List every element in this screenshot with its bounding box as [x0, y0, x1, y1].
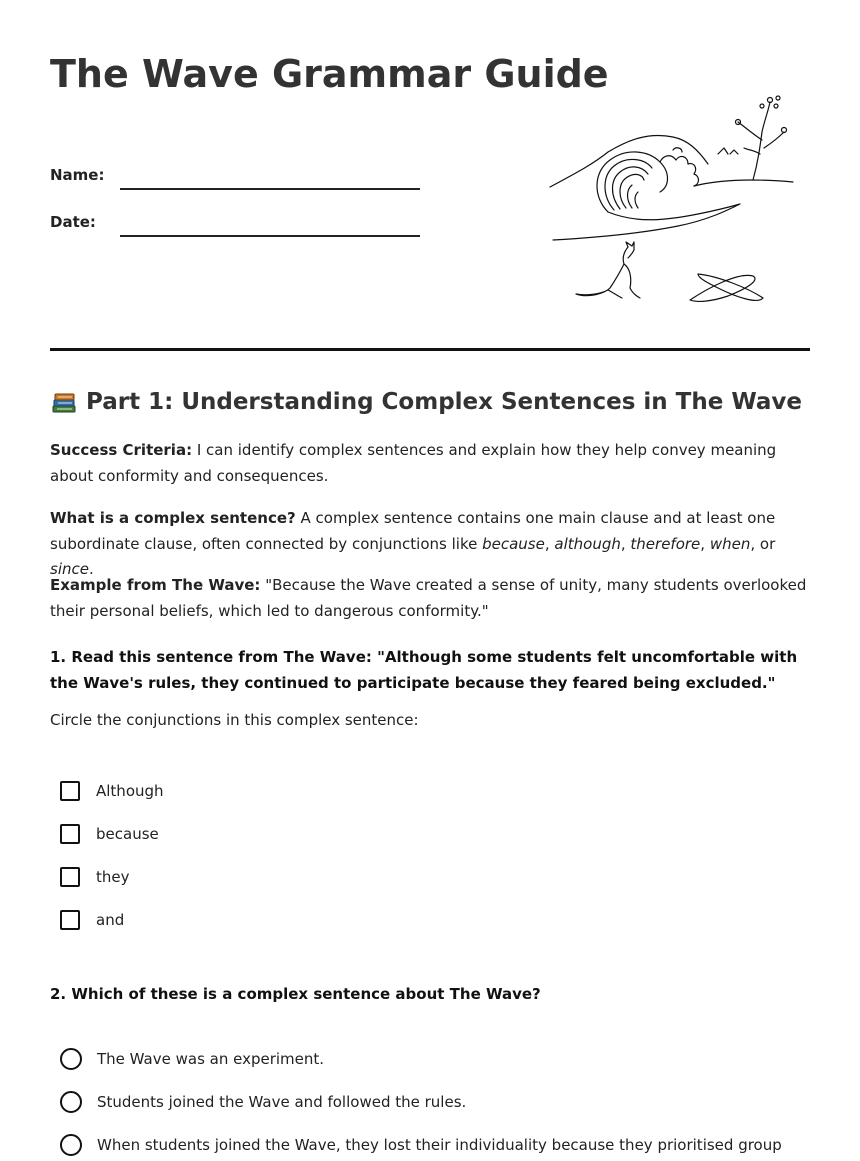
wave-illustration [548, 92, 798, 307]
checkbox-label: and [96, 911, 125, 929]
success-criteria-text: I can identify complex sentences and explain how they help convey meaning about conformity and consequences. [50, 441, 777, 485]
radio-option-2[interactable] [60, 1091, 466, 1113]
radio-option-1[interactable] [60, 1048, 324, 1070]
success-criteria-label: Success Criteria: [50, 441, 193, 459]
definition-text: A complex sentence contains one main clause and at least one subordinate clause, often connected by conjunctions like [50, 509, 776, 553]
checkbox[interactable] [60, 824, 80, 844]
radio-option-3[interactable] [60, 1134, 782, 1156]
checkbox[interactable] [60, 867, 80, 887]
worksheet-page [50, 0, 810, 1154]
checkbox-option-and[interactable] [60, 910, 124, 930]
date-line[interactable] [120, 235, 420, 237]
example-label: Example from The Wave: [50, 576, 261, 594]
success-criteria [50, 438, 810, 489]
checkbox-option-they[interactable] [60, 867, 130, 887]
question-1: 1. Read this sentence from The Wave: "Although some students felt uncomfortable with the Wave's rules, they continued to participate because they feared being excluded." [50, 648, 798, 692]
checkbox[interactable] [60, 910, 80, 930]
radio-button[interactable] [60, 1091, 82, 1113]
radio-button[interactable] [60, 1048, 82, 1070]
name-label: Name: [50, 166, 105, 184]
conjunction-example: although [554, 534, 621, 553]
date-label: Date: [50, 213, 96, 231]
radio-label: Students joined the Wave and followed the rules. [97, 1093, 467, 1111]
conjunction-example: therefore [630, 534, 701, 553]
checkbox-option-although[interactable] [60, 781, 164, 801]
definition-label: What is a complex sentence? [50, 509, 296, 527]
example-sentence [50, 573, 810, 624]
checkbox[interactable] [60, 781, 80, 801]
question-1-instruction: Circle the conjunctions in this complex sentence: [50, 711, 419, 729]
conjunction-example: because [482, 534, 545, 553]
question-2: 2. Which of these is a complex sentence about The Wave? [50, 985, 541, 1003]
example-text: "Because the Wave created a sense of unity, many students overlooked their personal beliefs, which led to dangerous conformity." [50, 576, 807, 620]
radio-label: When students joined the Wave, they lost their individuality because they prioritised group [97, 1136, 782, 1154]
date-field[interactable] [50, 213, 96, 231]
section-heading [50, 388, 802, 416]
complex-sentence-definition: What is a complex sentence? A complex sentence contains one main clause and at least one subordinate clause, often connected by conjunctions like because, although, therefore, when, or since. [50, 509, 776, 578]
checkbox-label: because [96, 825, 159, 843]
worksheet-header [50, 0, 810, 352]
header-divider [50, 348, 810, 351]
name-field[interactable] [50, 166, 104, 184]
checkbox-option-because[interactable] [60, 824, 159, 844]
checkbox-label: they [96, 868, 130, 886]
checkbox-label: Although [96, 782, 164, 800]
conjunction-example: since [50, 560, 89, 578]
radio-button[interactable] [60, 1134, 82, 1156]
books-icon [50, 388, 78, 416]
radio-label: The Wave was an experiment. [97, 1050, 325, 1068]
conjunction-example: when [709, 534, 751, 553]
section-title: Part 1: Understanding Complex Sentences in The Wave [86, 389, 803, 415]
name-line[interactable] [120, 188, 420, 190]
page-title: The Wave Grammar Guide [50, 52, 609, 96]
